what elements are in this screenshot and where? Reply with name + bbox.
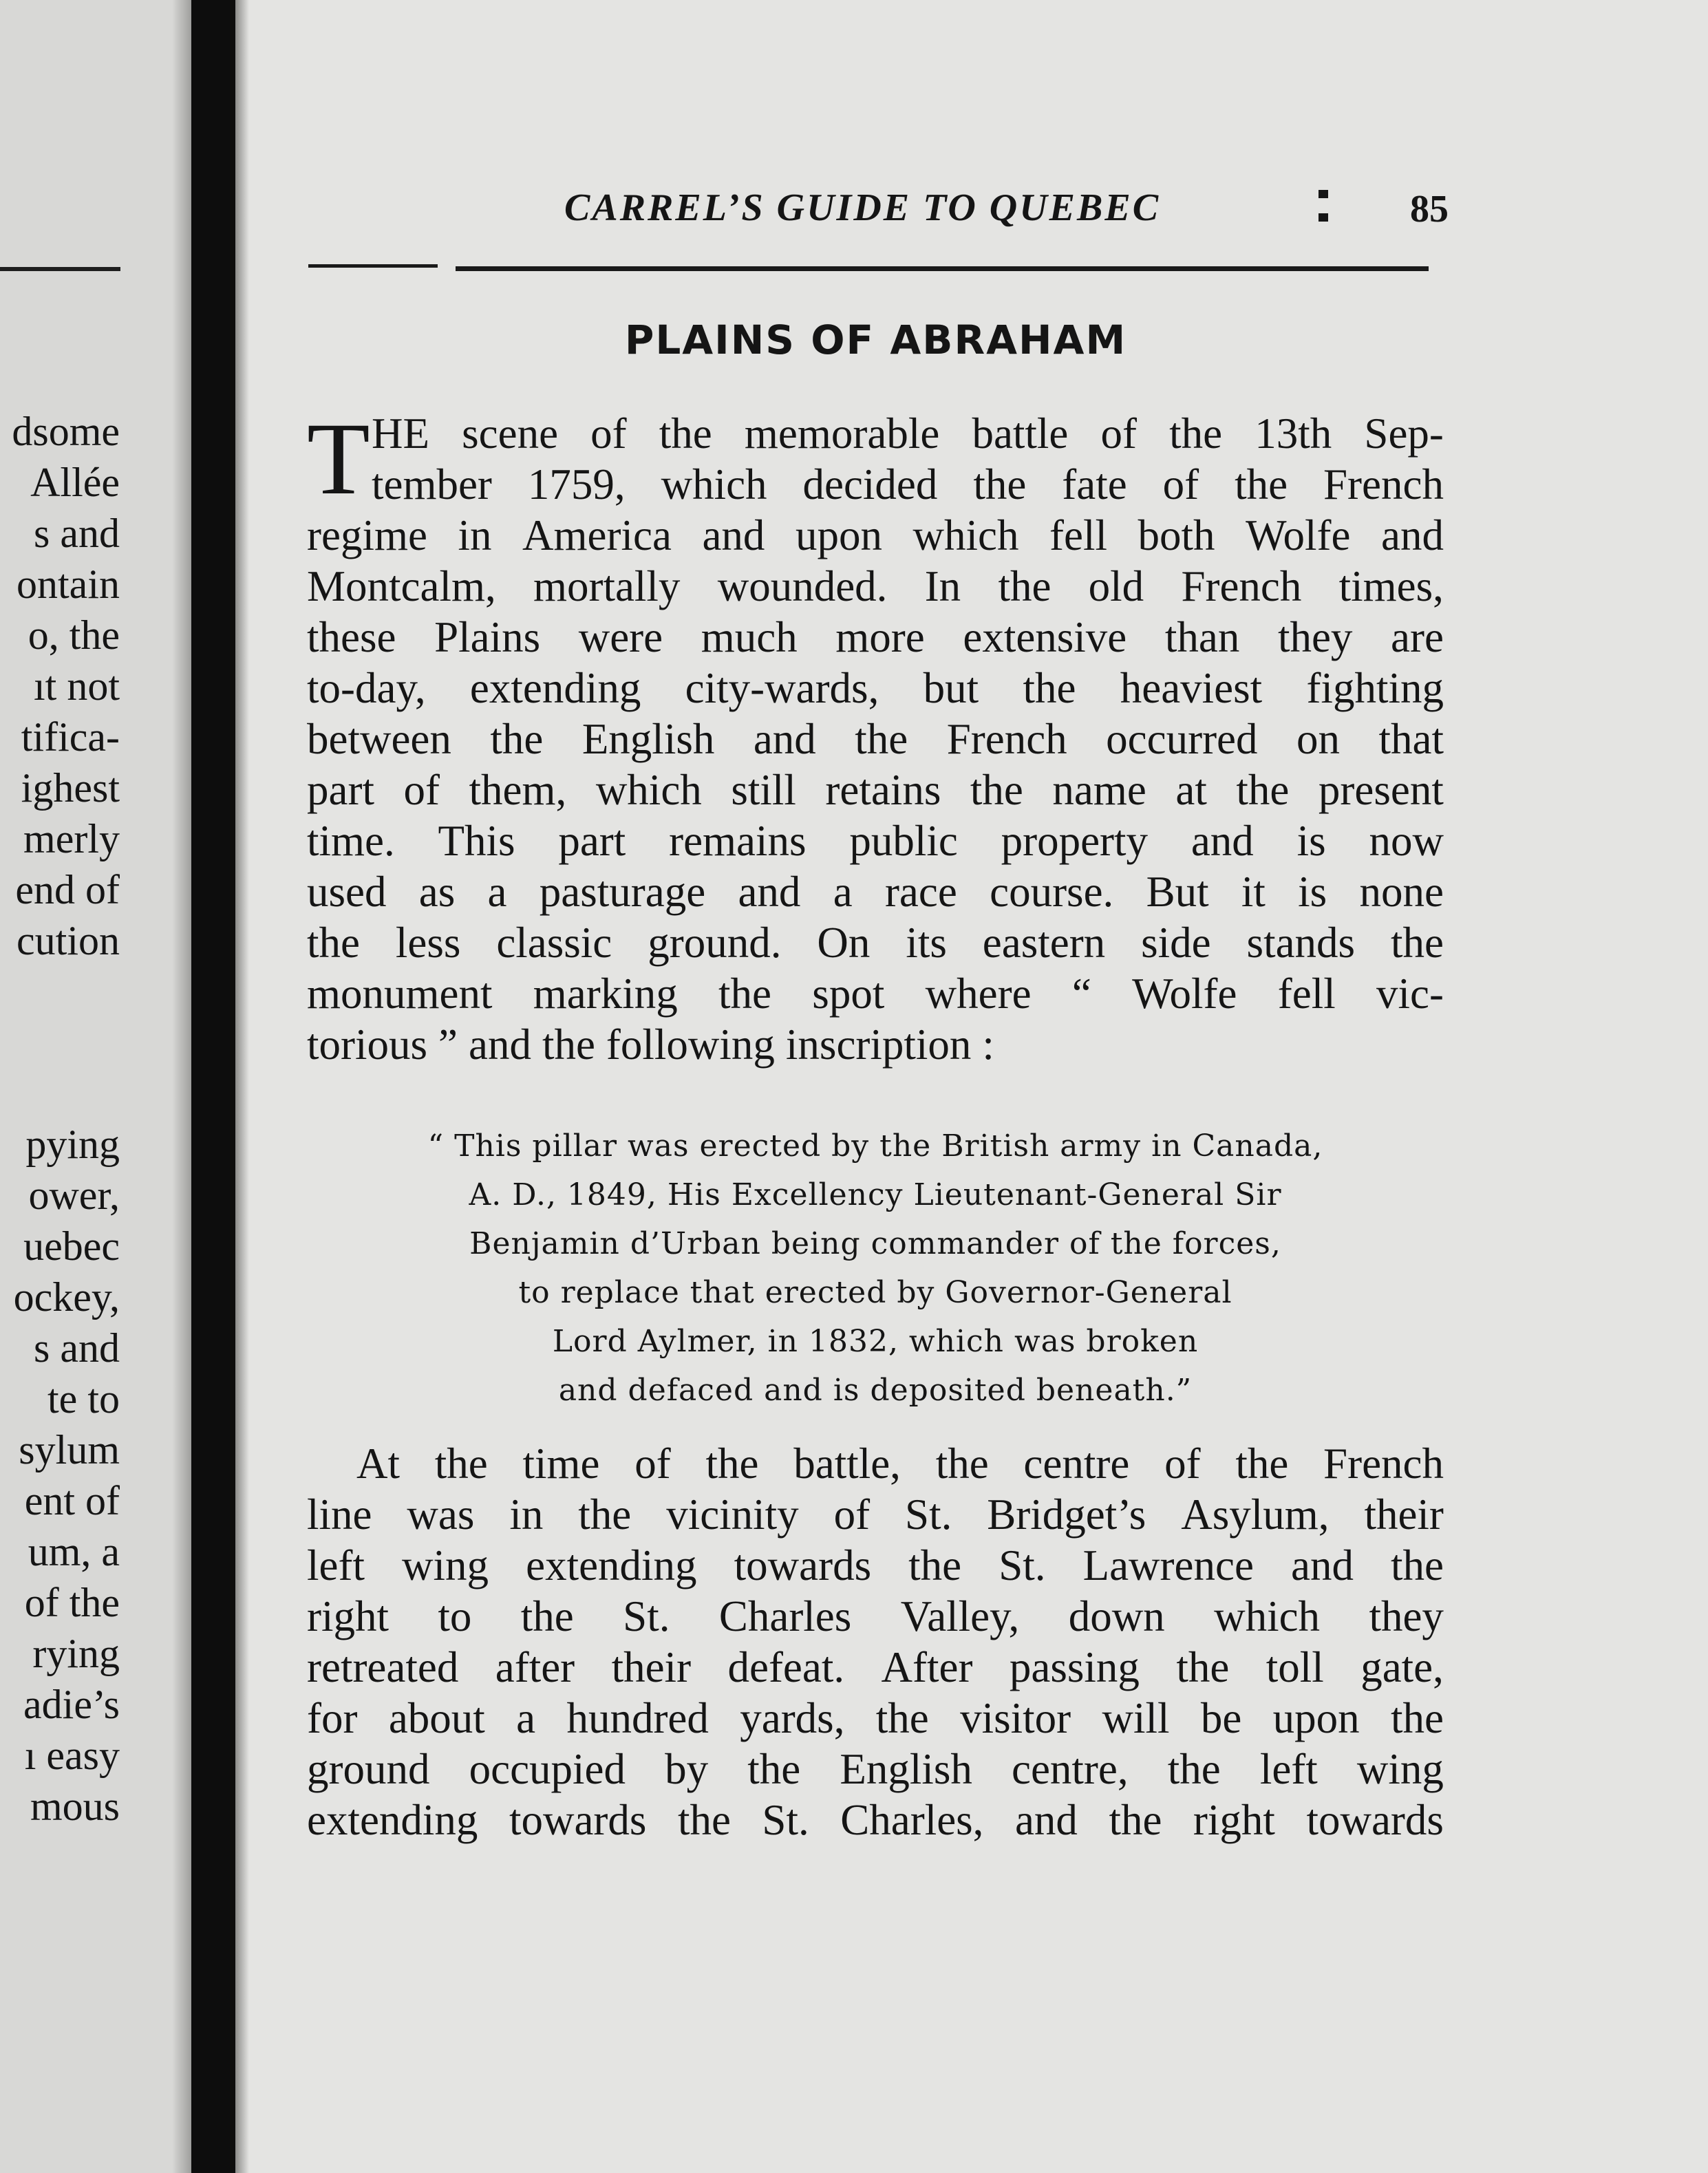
word: public [849, 817, 958, 865]
word: extending [526, 1541, 697, 1589]
word: Plains [434, 613, 541, 661]
word: the [1023, 664, 1076, 712]
word: the [973, 460, 1027, 509]
word: towards [1306, 1796, 1444, 1844]
word: mortally [533, 562, 681, 610]
facing-page-line: o, the [28, 612, 120, 658]
word: a [487, 868, 507, 916]
facing-page-line: ı easy [24, 1733, 120, 1778]
word: are [1391, 613, 1444, 661]
word: the [998, 562, 1052, 610]
text-line [307, 968, 1444, 1019]
word: battle, [793, 1439, 901, 1488]
word: property [1001, 817, 1149, 865]
word: on [1296, 715, 1341, 763]
text-line [307, 561, 1444, 612]
facing-page-line: merly [23, 816, 120, 861]
word: vicinity [666, 1490, 799, 1539]
word: a [516, 1694, 536, 1742]
word: the [520, 1592, 574, 1640]
word: occurred [1106, 715, 1258, 763]
word: down [1068, 1592, 1165, 1640]
word: classic [496, 919, 612, 967]
facing-page-line: tifica- [21, 714, 120, 760]
word: centre [1023, 1439, 1130, 1488]
word: extending [307, 1796, 478, 1844]
word: fighting [1306, 664, 1444, 712]
word: of [833, 1490, 871, 1539]
text-line [307, 1642, 1444, 1693]
word: than [1164, 613, 1240, 661]
word: their [611, 1643, 692, 1691]
word: they [1369, 1592, 1444, 1640]
word: the [578, 1490, 632, 1539]
facing-page-line: sylum [19, 1427, 120, 1473]
word: ” [438, 1020, 458, 1069]
text-line [307, 1019, 1444, 1070]
facing-page-line: ent of [24, 1478, 120, 1523]
facing-page-line: ighest [21, 765, 120, 811]
word: and [1290, 1541, 1354, 1589]
facing-page-left [0, 0, 184, 2173]
word: the [935, 1439, 989, 1488]
word: heaviest [1120, 664, 1263, 712]
word: the [1169, 409, 1223, 458]
text-line [307, 815, 1444, 866]
word: used [307, 868, 387, 916]
word: monument [307, 970, 493, 1018]
word: wing [402, 1541, 489, 1589]
word: and [1014, 1796, 1078, 1844]
header-rule-short [308, 264, 438, 268]
word: old [1088, 562, 1144, 610]
word: line [307, 1490, 372, 1539]
word: the [307, 919, 360, 967]
word: the [1235, 1439, 1289, 1488]
word: French [946, 715, 1067, 763]
word: marking [533, 970, 678, 1018]
header-rule-long [456, 266, 1429, 271]
word: “ [1071, 970, 1091, 1018]
word: their [1364, 1490, 1444, 1539]
facing-page-header-rule [0, 267, 120, 271]
word: St. [762, 1796, 809, 1844]
word: both [1138, 511, 1215, 559]
word: toll [1266, 1643, 1324, 1691]
word: Charles [718, 1592, 852, 1640]
word: is [1296, 817, 1326, 865]
word: ground [307, 1745, 430, 1793]
facing-page-line: dsome [12, 409, 120, 454]
word: they [1277, 613, 1353, 661]
text-line [307, 1489, 1444, 1540]
word: right [307, 1592, 389, 1640]
running-head [303, 180, 1449, 235]
facing-page-line: of the [24, 1580, 120, 1625]
inscription-line: Benjamin d’Urban being commander of the forces, [469, 1226, 1281, 1261]
word: left [307, 1541, 365, 1589]
word: But [1146, 868, 1209, 916]
word: and [1191, 817, 1254, 865]
word: will [1102, 1694, 1170, 1742]
word: time. [307, 817, 395, 865]
word: Wolfe [1132, 970, 1237, 1018]
word: and [1381, 511, 1444, 559]
word: after [495, 1643, 575, 1691]
facing-page-line: ower, [28, 1173, 120, 1218]
word: less [395, 919, 461, 967]
word: which [595, 766, 702, 814]
inscription-line: to replace that erected by Governor-General [518, 1275, 1232, 1310]
text-line [307, 1591, 1444, 1642]
word: and [738, 868, 801, 916]
inscription-line: A. D., 1849, His Excellency Lieutenant-General Sir [469, 1177, 1282, 1212]
facing-page-text [12, 406, 120, 1832]
word: inscription [785, 1020, 972, 1069]
running-head-title: CARREL’S GUIDE TO QUEBEC [564, 186, 1161, 229]
word: was [407, 1490, 475, 1539]
text-line [307, 612, 1444, 663]
word: spot [812, 970, 885, 1018]
facing-page-line: te to [47, 1376, 120, 1422]
facing-page-line: uebec [23, 1223, 120, 1269]
text-line [307, 408, 1444, 459]
inscription-line: “ This pillar was erected by the British army in Canada, [427, 1128, 1323, 1164]
facing-page-line: end of [15, 867, 120, 912]
word: to [438, 1592, 472, 1640]
facing-page-line: cution [17, 918, 120, 963]
paragraph-1 [307, 402, 1444, 1070]
word: Montcalm, [307, 562, 496, 610]
word: towards [734, 1541, 872, 1589]
word: passing [1009, 1643, 1140, 1691]
word: retreated [307, 1643, 459, 1691]
word: the [908, 1541, 962, 1589]
word: right [1193, 1796, 1275, 1844]
word: of [1100, 409, 1137, 458]
word: where [925, 970, 1032, 1018]
word: the [542, 1020, 595, 1069]
word: upon [1272, 1694, 1360, 1742]
word: English [840, 1745, 972, 1793]
text-line [307, 714, 1444, 764]
word: Valley, [900, 1592, 1020, 1640]
word: and [468, 1020, 531, 1069]
word: regime [307, 511, 427, 559]
page-number: 85 [1410, 188, 1449, 231]
inscription-line: and defaced and is deposited beneath.” [558, 1373, 1193, 1408]
facing-page-line: rying [32, 1631, 120, 1676]
running-head-colon-mark [1319, 187, 1328, 223]
word: decided [802, 460, 938, 509]
word: vic- [1376, 970, 1444, 1018]
word: none [1359, 868, 1444, 916]
word: the [747, 1745, 801, 1793]
word: it [1241, 868, 1266, 916]
word: fate [1062, 460, 1127, 509]
word: the [1176, 1643, 1230, 1691]
word: about [388, 1694, 485, 1742]
word: St. [905, 1490, 952, 1539]
word: and [702, 511, 765, 559]
word: eastern [982, 919, 1106, 967]
inscription-line: Lord Aylmer, in 1832, which was broken [552, 1324, 1199, 1359]
facing-page-line: mous [30, 1784, 120, 1829]
word: in [458, 511, 492, 559]
word: be [1200, 1694, 1242, 1742]
word: were [578, 613, 663, 661]
word: present [1318, 766, 1444, 814]
word: tember [372, 460, 492, 509]
word: part [558, 817, 626, 865]
monument-inscription [307, 1122, 1444, 1415]
facing-page-line: ıt not [33, 663, 120, 709]
word: Bridget’s [987, 1490, 1146, 1539]
word: memorable [744, 409, 940, 458]
word: the [490, 715, 544, 763]
word: HE [372, 409, 429, 458]
word: fell [1277, 970, 1336, 1018]
word: upon [795, 511, 882, 559]
word: but [923, 664, 979, 712]
word: America [522, 511, 672, 559]
facing-page-line: s and [34, 511, 120, 556]
text-line [307, 1693, 1444, 1744]
word: city-wards, [685, 664, 879, 712]
word: left [1259, 1745, 1318, 1793]
word: still [731, 766, 796, 814]
gutter-shadow [172, 0, 193, 2173]
text-line [307, 764, 1444, 815]
word: is [1298, 868, 1327, 916]
word: the [659, 409, 712, 458]
word: gate, [1360, 1643, 1444, 1691]
text-line [307, 866, 1444, 917]
word: 1759, [527, 460, 626, 509]
word: the [434, 1439, 488, 1488]
word: between [307, 715, 451, 763]
word: battle [972, 409, 1069, 458]
word: as [418, 868, 456, 916]
word: a [833, 868, 853, 916]
word: ground. [648, 919, 782, 967]
text-line [307, 1438, 1444, 1489]
word: hundred [566, 1694, 709, 1742]
facing-page-line: pying [25, 1122, 120, 1167]
word: This [438, 817, 515, 865]
word: much [701, 613, 798, 661]
word: these [307, 613, 396, 661]
word: the [1390, 919, 1444, 967]
text-line [307, 917, 1444, 968]
word: wing [1356, 1745, 1444, 1793]
word: St. [623, 1592, 670, 1640]
word: at [1175, 766, 1207, 814]
text-line [307, 663, 1444, 714]
facing-page-line: um, a [28, 1529, 120, 1574]
book-gutter [191, 0, 235, 2173]
word: In [924, 562, 961, 610]
word: of [1162, 460, 1199, 509]
drop-cap: T [307, 402, 370, 516]
word: English [581, 715, 715, 763]
word: fell [1049, 511, 1107, 559]
facing-page-line: s and [34, 1325, 120, 1371]
word: Asylum, [1181, 1490, 1330, 1539]
word: that [1378, 715, 1444, 763]
word: visitor [960, 1694, 1071, 1742]
word: occupied [469, 1745, 626, 1793]
word: 13th [1255, 409, 1332, 458]
word: now [1369, 817, 1444, 865]
word: more [835, 613, 925, 661]
word: After [881, 1643, 973, 1691]
word: of [634, 1439, 671, 1488]
word: the [705, 1439, 759, 1488]
word: in [509, 1490, 544, 1539]
word: pasturage [539, 868, 706, 916]
word: St. [999, 1541, 1046, 1589]
word: times, [1338, 562, 1444, 610]
word: the [1167, 1745, 1221, 1793]
word: course. [990, 868, 1114, 916]
paragraph-2 [307, 1438, 1444, 1845]
word: side [1141, 919, 1211, 967]
facing-page-line [12, 966, 120, 1119]
word: the [1236, 766, 1290, 814]
word: part [307, 766, 374, 814]
word: and [753, 715, 816, 763]
word: the [677, 1796, 731, 1844]
word: the [1235, 460, 1288, 509]
facing-page-line: adie’s [23, 1682, 120, 1727]
word: name [1052, 766, 1146, 814]
word: On [817, 919, 871, 967]
word: by [665, 1745, 709, 1793]
text-line [307, 510, 1444, 561]
word: of [1164, 1439, 1201, 1488]
facing-page-line: Allée [30, 460, 120, 505]
word: its [906, 919, 947, 967]
word: the [718, 970, 771, 1018]
word: time [522, 1439, 600, 1488]
section-heading: PLAINS OF ABRAHAM [624, 317, 1127, 363]
word: the [1109, 1796, 1162, 1844]
word: the [855, 715, 908, 763]
word: the [875, 1694, 929, 1742]
word: of [590, 409, 627, 458]
word: centre, [1011, 1745, 1129, 1793]
word: of [403, 766, 440, 814]
word: wounded. [717, 562, 888, 610]
facing-page-line: ontain [17, 561, 120, 607]
text-line [307, 1540, 1444, 1591]
word: French [1323, 460, 1444, 509]
word: the [1391, 1541, 1444, 1589]
text-line [307, 1744, 1444, 1795]
word: Lawrence [1082, 1541, 1254, 1589]
word: At [356, 1439, 400, 1488]
gutter-edge [235, 0, 249, 2173]
facing-page-line: ockey, [13, 1274, 120, 1320]
word: extending [469, 664, 641, 712]
word: torious [307, 1020, 428, 1069]
word: race [884, 868, 957, 916]
word: which [1214, 1592, 1321, 1640]
word: them, [469, 766, 567, 814]
text-line [307, 459, 1444, 510]
word: for [307, 1694, 358, 1742]
word: Charles, [840, 1796, 984, 1844]
word: Wolfe [1246, 511, 1351, 559]
word: which [661, 460, 767, 509]
word: to-day, [307, 664, 426, 712]
word: the [970, 766, 1023, 814]
word: stands [1246, 919, 1356, 967]
word: scene [462, 409, 559, 458]
word: remains [669, 817, 807, 865]
word: which [912, 511, 1019, 559]
word: extensive [963, 613, 1127, 661]
word: French [1323, 1439, 1444, 1488]
word: retains [825, 766, 941, 814]
word: the [1390, 1694, 1444, 1742]
word: following [606, 1020, 775, 1069]
word: Sep- [1364, 409, 1444, 458]
word: defeat. [727, 1643, 845, 1691]
word: yards, [740, 1694, 845, 1742]
word: French [1181, 562, 1302, 610]
word: : [982, 1020, 994, 1069]
word: towards [509, 1796, 647, 1844]
text-line [307, 1795, 1444, 1845]
